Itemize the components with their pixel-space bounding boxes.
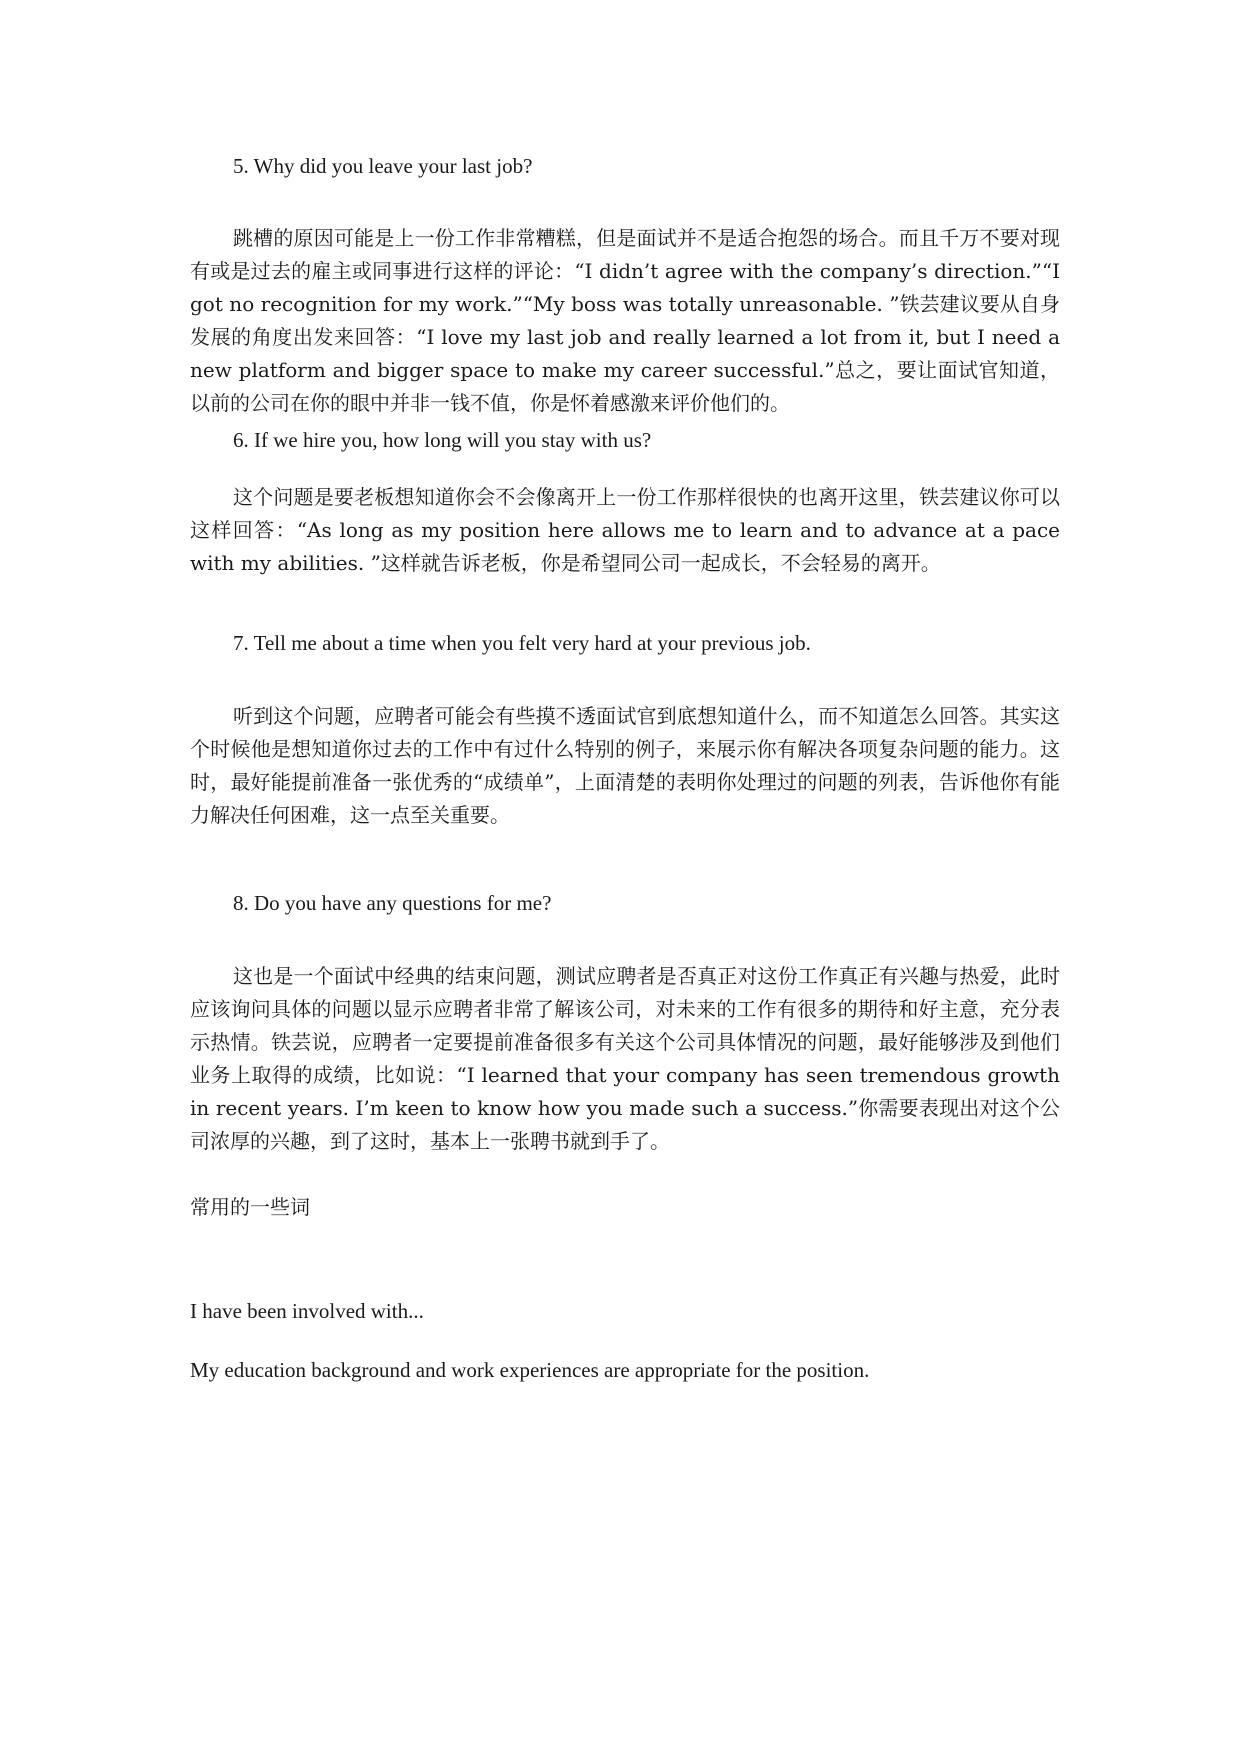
question-heading: 8. Do you have any questions for me? <box>233 891 552 915</box>
phrase-item: My education background and work experiences are appropriate for the position. <box>190 1358 870 1382</box>
answer-paragraph: 听到这个问题，应聘者可能会有些摸不透面试官到底想知道什么，而不知道怎么回答。其实这个时候他是想知道你过去的工作中有过什么特别的例子，来展示你有解决各项复杂问题的能力。这时，最好能提前准备一张优秀的“成绩单”，上面清楚的表明你处理过的问题的列表，告诉他你有能力解决任何困难，这一点至关重要。 <box>190 704 1060 827</box>
answer-paragraph: 这个问题是要老板想知道你会不会像离开上一份工作那样很快的也离开这里，铁芸建议你可以这样回答：“As long as my position here allows me to learn and to advance at a pace with my abilities. ”这样就告诉老板，你是希望同公司一起成长，不会轻易的离开。 <box>190 485 1060 575</box>
question-heading: 7. Tell me about a time when you felt very hard at your previous job. <box>233 631 811 655</box>
phrases-title: 常用的一些词 <box>190 1195 310 1219</box>
answer-paragraph: 跳槽的原因可能是上一份工作非常糟糕，但是面试并不是适合抱怨的场合。而且千万不要对现有或是过去的雇主或同事进行这样的评论：“I didn’t agree with the company’s direction.”“I got no recognition for my work.”“My boss was totally unreasonable. ”铁芸建议要从自身发展的角度出发来回答：“I love my last job and really learned a lot from it, but I need a new platform and bigger space to make my career successful.”总之，要让面试官知道，以前的公司在你的眼中并非一钱不值，你是怀着感激来评价他们的。 <box>190 226 1060 415</box>
question-heading: 6. If we hire you, how long will you stay with us? <box>233 428 652 452</box>
question-heading: 5. Why did you leave your last job? <box>233 154 533 178</box>
phrase-item: I have been involved with... <box>190 1299 424 1323</box>
answer-paragraph: 这也是一个面试中经典的结束问题，测试应聘者是否真正对这份工作真正有兴趣与热爱，此时应该询问具体的问题以显示应聘者非常了解该公司，对未来的工作有很多的期待和好主意，充分表示热情。铁芸说，应聘者一定要提前准备很多有关这个公司具体情况的问题，最好能够涉及到他们业务上取得的成绩，比如说：“I learned that your company has seen tremendous growth in recent years. I’m keen to know how you made such a success.”你需要表现出对这个公司浓厚的兴趣，到了这时，基本上一张聘书就到手了。 <box>190 964 1060 1153</box>
